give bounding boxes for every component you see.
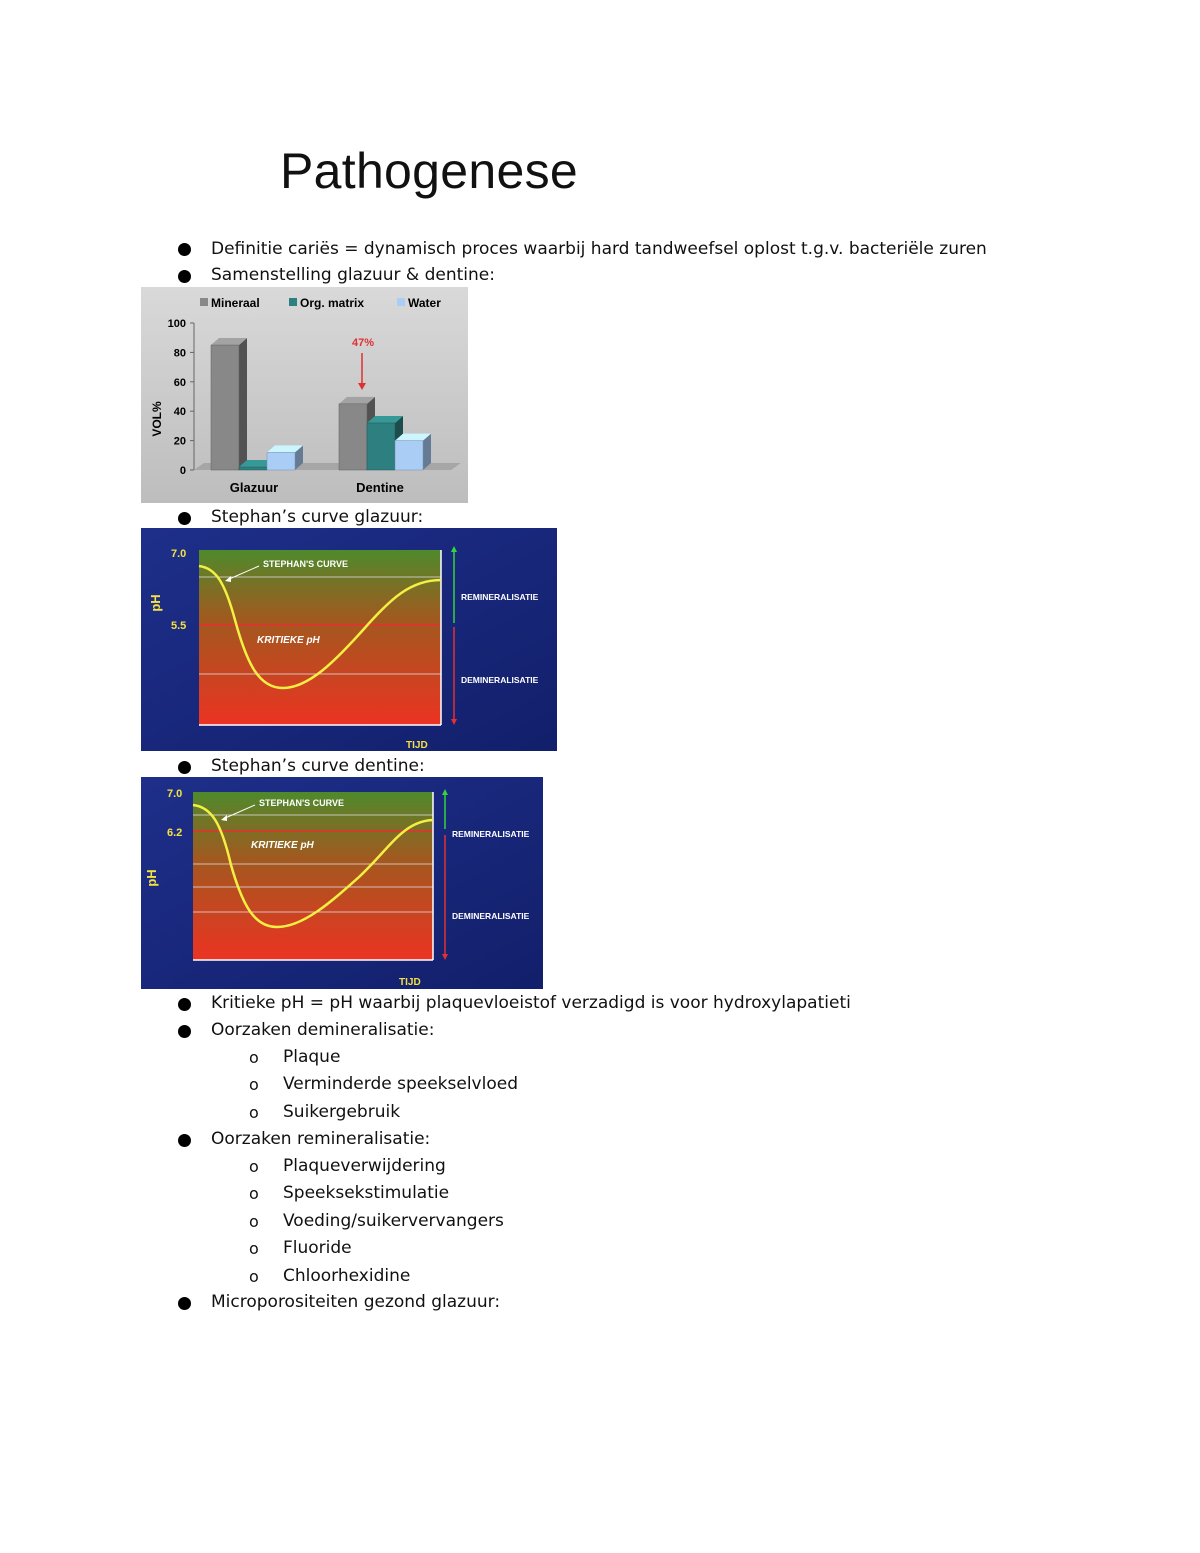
bullet-text: Stephan’s curve glazuur: (211, 507, 424, 527)
bar-glazuur-water (267, 445, 303, 470)
curve-label: STEPHAN'S CURVE (259, 798, 344, 808)
bullet-dot (178, 1134, 191, 1147)
list-item: Voeding/suikervervangers (283, 1211, 504, 1231)
y-tick-label-6.2: 6.2 (167, 827, 183, 839)
legend-label-mineraal: Mineraal (211, 296, 260, 310)
bar-front (395, 441, 423, 470)
bullet-text: Oorzaken demineralisatie: (211, 1020, 435, 1040)
list-item: Verminderde speekselvloed (283, 1074, 518, 1094)
y-tick-label: 80 (173, 347, 186, 360)
bullet-text: Kritieke pH = pH waarbij plaquevloeistof verzadigd is voor hydroxylapatieti (211, 993, 851, 1013)
category-label-dentine: Dentine (356, 480, 404, 495)
bar-dentine-water (395, 434, 431, 470)
stephan-curve-glazuur (141, 528, 557, 751)
x-axis-label: TIJD (406, 740, 428, 751)
bullet-dot (178, 998, 191, 1011)
zone-label-remineralisatie: REMINERALISATIE (452, 829, 530, 839)
legend-label-water: Water (408, 296, 441, 310)
bar-glazuur-mineraal (211, 338, 247, 470)
bullet-text: Microporositeiten gezond glazuur: (211, 1292, 501, 1312)
zone-label-demineralisatie: DEMINERALISATIE (452, 911, 530, 921)
composition-bar-chart (141, 287, 468, 503)
y-tick-label: 20 (173, 435, 186, 448)
sub-marker: o (249, 1212, 259, 1231)
sub-marker: o (249, 1075, 259, 1094)
bar-front (267, 452, 295, 470)
sub-marker: o (249, 1103, 259, 1122)
y-axis-label: pH (148, 594, 163, 612)
category-label-glazuur: Glazuur (229, 480, 279, 495)
legend-swatch-org-matrix (289, 298, 297, 306)
annotation-47pct: 47% (351, 337, 375, 349)
bullet-dot (178, 270, 191, 283)
y-tick-label: 0 (179, 465, 186, 477)
page-title: Pathogenese (280, 143, 579, 199)
bar-front (239, 467, 267, 470)
critical-ph-label: KRITIEKE pH (251, 840, 314, 851)
y-tick-label: 40 (173, 406, 186, 419)
legend-label-org-matrix: Org. matrix (300, 296, 365, 310)
sub-marker: o (249, 1239, 259, 1258)
bullet-dot (178, 761, 191, 774)
bullet-dot (178, 1297, 191, 1310)
y-axis-label: VOL% (150, 401, 164, 437)
curve-label: STEPHAN'S CURVE (263, 559, 348, 569)
list-item: Fluoride (283, 1238, 352, 1258)
y-tick-label-7.0: 7.0 (171, 548, 187, 560)
legend-swatch-water (397, 298, 405, 306)
bar-side (239, 338, 247, 470)
bullet-dot (178, 512, 191, 525)
critical-ph-label: KRITIEKE pH (257, 635, 320, 646)
bullet-text: Definitie cariës = dynamisch proces waarbij hard tandweefsel oplost t.g.v. bacteriële zuren (211, 239, 987, 259)
bullet-text: Samenstelling glazuur & dentine: (211, 265, 495, 285)
x-axis-label: TIJD (399, 977, 421, 988)
list-item: Plaqueverwijdering (283, 1156, 446, 1176)
bar-front (367, 423, 395, 470)
sub-marker: o (249, 1267, 259, 1286)
sub-marker: o (249, 1157, 259, 1176)
stephan-curve-dentine (141, 777, 543, 989)
y-tick-label-7.0: 7.0 (167, 788, 183, 800)
zone-label-demineralisatie: DEMINERALISATIE (461, 675, 539, 685)
bullet-text: Oorzaken remineralisatie: (211, 1129, 431, 1149)
y-tick-label: 100 (167, 318, 186, 330)
zone-label-remineralisatie: REMINERALISATIE (461, 592, 539, 602)
bar-front (211, 345, 239, 470)
sub-marker: o (249, 1048, 259, 1067)
bullet-dot (178, 1025, 191, 1038)
legend-swatch-mineraal (200, 298, 208, 306)
y-axis-label: pH (144, 869, 159, 887)
plot-area (193, 792, 433, 960)
list-item: Plaque (283, 1047, 341, 1067)
list-item: Speeksekstimulatie (283, 1183, 450, 1203)
y-tick-label: 60 (173, 376, 186, 389)
list-item: Chloorhexidine (283, 1266, 411, 1286)
list-item: Suikergebruik (283, 1102, 401, 1122)
sub-marker: o (249, 1184, 259, 1203)
bullet-text: Stephan’s curve dentine: (211, 756, 425, 776)
chart-background (141, 287, 468, 503)
bar-front (339, 404, 367, 470)
y-tick-label-5.5: 5.5 (171, 620, 187, 632)
bullet-dot (178, 243, 191, 256)
